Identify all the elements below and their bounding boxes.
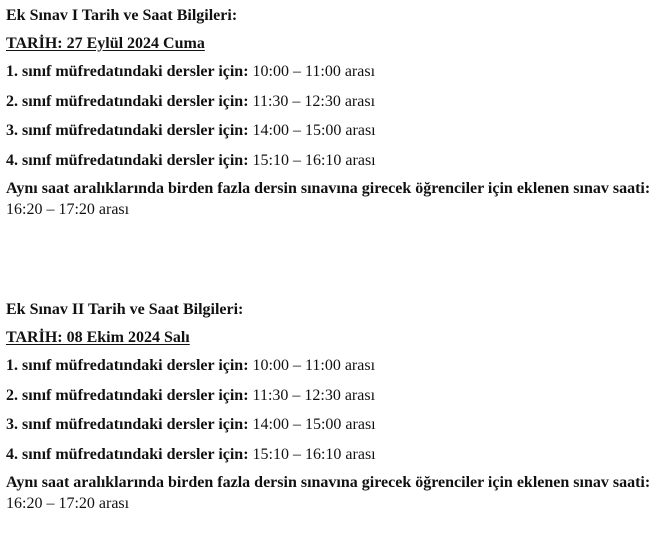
- row-time: 10:00 – 11:00 arası: [248, 63, 376, 80]
- row-label: 2. sınıf müfredatındaki dersler için:: [6, 92, 249, 110]
- exam-1-row-1: [6, 60, 664, 83]
- note-time: 16:20 – 17:20 arası: [6, 495, 130, 512]
- exam-1-row-3: [6, 119, 664, 142]
- exam-2-row-4: [6, 443, 664, 466]
- exam-1-section: [6, 4, 664, 227]
- exam-2-row-3: [6, 413, 664, 436]
- row-time: 11:30 – 12:30 arası: [248, 386, 376, 404]
- row-time: 15:10 – 16:10 arası: [248, 445, 376, 463]
- row-time: 15:10 – 16:10 arası: [248, 151, 376, 169]
- note-label: Aynı saat aralıklarında birden fazla dersin sınavına girecek öğrenciler için eklenen sınav saati:: [6, 474, 651, 491]
- row-label: 1. sınıf müfredatındaki dersler için:: [6, 63, 249, 80]
- exam-1-row-2: [6, 90, 664, 113]
- row-time: 10:00 – 11:00 arası: [248, 357, 376, 374]
- row-time: 11:30 – 12:30 arası: [248, 92, 376, 110]
- exam-1-row-4: [6, 149, 664, 172]
- row-label: 3. sınıf müfredatındaki dersler için:: [6, 416, 249, 433]
- exam-1-note: [6, 178, 666, 220]
- note-time: 16:20 – 17:20 arası: [6, 201, 130, 218]
- row-label: 4. sınıf müfredatındaki dersler için:: [6, 445, 249, 463]
- exam-2-row-2: [6, 384, 664, 407]
- exam-2-date: TARİH: 08 Ekim 2024 Salı: [6, 329, 190, 346]
- row-label: 3. sınıf müfredatındaki dersler için:: [6, 122, 249, 139]
- exam-2-note: [6, 472, 666, 514]
- row-label: 1. sınıf müfredatındaki dersler için:: [6, 357, 249, 374]
- row-label: 4. sınıf müfredatındaki dersler için:: [6, 151, 249, 169]
- exam-2-heading: Ek Sınav II Tarih ve Saat Bilgileri:: [6, 301, 244, 318]
- row-label: 2. sınıf müfredatındaki dersler için:: [6, 386, 249, 404]
- note-label: Aynı saat aralıklarında birden fazla dersin sınavına girecek öğrenciler için eklenen sınav saati:: [6, 180, 651, 197]
- row-time: 14:00 – 15:00 arası: [248, 122, 376, 139]
- exam-1-heading: Ek Sınav I Tarih ve Saat Bilgileri:: [6, 7, 238, 24]
- exam-2-section: [6, 298, 664, 521]
- row-time: 14:00 – 15:00 arası: [248, 416, 376, 433]
- exam-2-row-1: [6, 354, 664, 377]
- exam-1-date: TARİH: 27 Eylül 2024 Cuma: [6, 35, 205, 52]
